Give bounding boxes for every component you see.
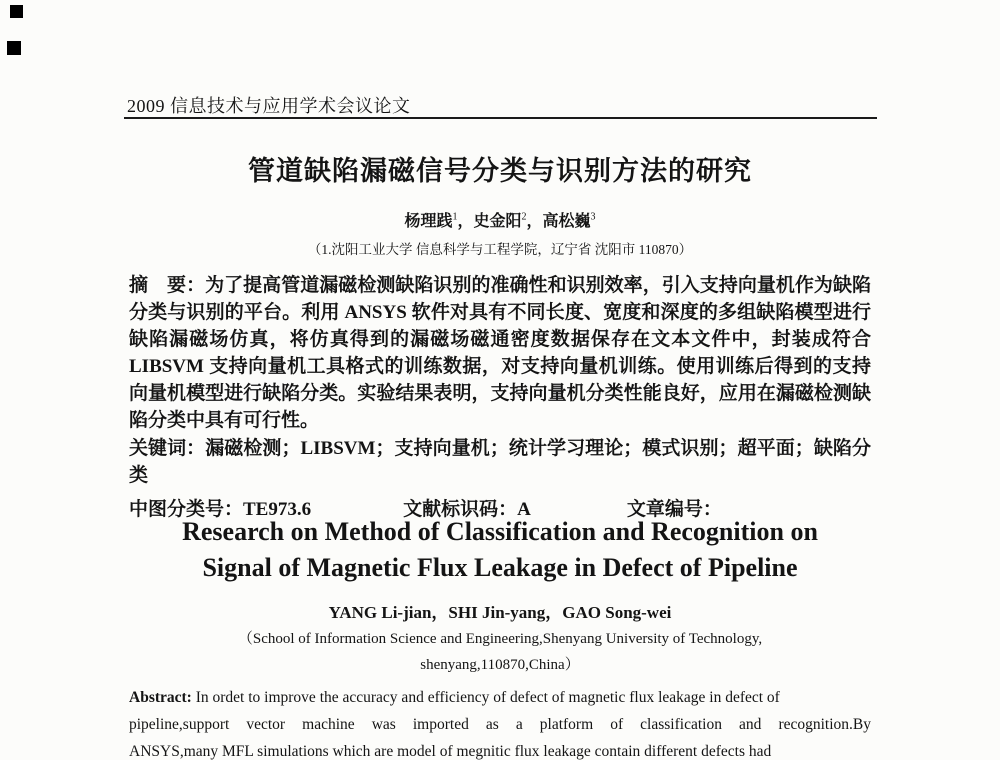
clc-number: 中图分类号：TE973.6 [129, 499, 312, 520]
author-zh: 杨理践$^1$ [404, 211, 458, 230]
paper-title-en [0, 514, 1000, 586]
header-rule [124, 117, 877, 119]
abstract-en-label: Abstract: [129, 689, 192, 706]
abstract-zh-text: 为了提高管道漏磁检测缺陷识别的准确性和识别效率，引入支持向量机作为缺陷分类与识别的平台。利用 ANSYS 软件对具有不同长度、宽度和深度的多组缺陷模型进行缺陷漏磁场仿真，将仿真得到的漏磁场磁通密度数据保存在文本文件中，封装成符合 LIBSVM 支持向量机工具格式的训练数据，对支持向量机训练。使用训练后得到的支持向量机模型进行缺陷分类。实验结果表明，支持向量机分类性能良好，应用在漏磁检测缺陷分类中具有可行性。 [129, 275, 871, 431]
author-separator: ， [526, 213, 543, 230]
author-zh: 高松巍$^3$ [542, 211, 596, 230]
keywords-zh [129, 435, 871, 489]
abstract-en-line: ANSYS,many MFL simulations which are model of megnitic flux leakage contain different defects had [129, 743, 772, 760]
authors-en: YANG Li-jian，SHI Jin-yang，GAO Song-wei [328, 603, 672, 622]
author-superscript: 1 [452, 211, 458, 223]
scan-artifact-square [7, 41, 21, 55]
keywords-label: 关键词： [129, 438, 206, 459]
affiliation-zh: （1.沈阳工业大学 信息科学与工程学院，辽宁省 沈阳市 110870） [307, 242, 693, 257]
paper-title-en-line2: Signal of Magnetic Flux Leakage in Defect of Pipeline [202, 553, 798, 582]
article-id: 文章编号： [626, 499, 722, 520]
affiliation-en-line1: （School of Information Science and Engineering,Shenyang University of Technology, [237, 631, 763, 647]
scan-artifact-square [10, 5, 23, 18]
affiliation-en-line2: shenyang,110870,China） [420, 657, 580, 673]
chinese-front-matter [129, 272, 871, 523]
abstract-label: 摘 要： [129, 275, 206, 296]
paper-title-zh: 管道缺陷漏磁信号分类与识别方法的研究 [248, 156, 752, 186]
paper-title-en-line1: Research on Method of Classification and Recognition on [182, 517, 818, 546]
abstract-zh [129, 272, 871, 434]
author-superscript: 3 [590, 211, 596, 223]
abstract-en [129, 684, 871, 760]
author-zh: 史金阳$^2$ [473, 211, 527, 230]
authors-zh [0, 208, 1000, 231]
document-code: 文献标识码：A [403, 499, 531, 520]
abstract-en-line: pipeline,support vector machine was imported as a platform of classification and recognition.By [129, 716, 871, 733]
affiliation-en [0, 626, 1000, 678]
abstract-en-line: Abstract: In ordet to improve the accuracy and efficiency of defect of magnetic flux leakage in defect of [129, 689, 780, 706]
author-separator: ， [457, 213, 474, 230]
keywords-zh-text: 漏磁检测；LIBSVM；支持向量机；统计学习理论；模式识别；超平面；缺陷分类 [129, 438, 871, 486]
conference-header: 2009 信息技术与应用学术会议论文 [127, 96, 411, 116]
author-superscript: 2 [521, 211, 527, 223]
